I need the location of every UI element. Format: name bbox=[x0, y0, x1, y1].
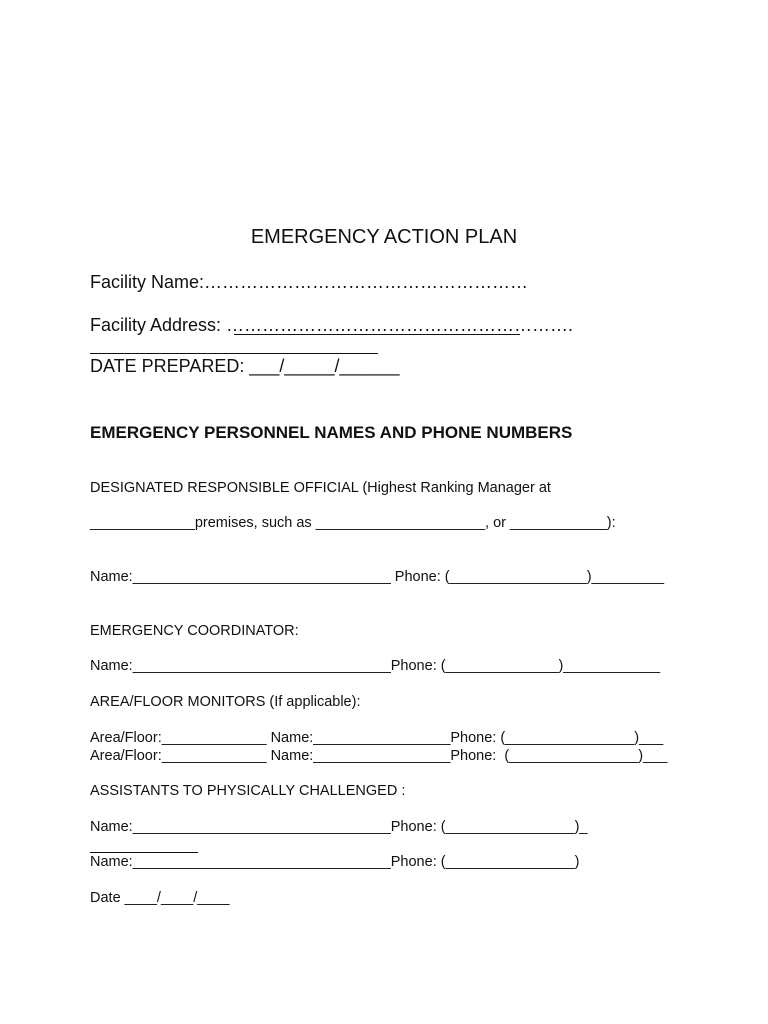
designated-official-label: DESIGNATED RESPONSIBLE OFFICIAL (Highest Ranking Manager at bbox=[90, 480, 551, 496]
facility-address-second-line bbox=[90, 353, 378, 354]
assistant-name-phone: Name:________________________________Phone: (________________) bbox=[90, 854, 580, 870]
area-floor-monitor-row: Area/Floor:_____________ Name:_________________Phone: (________________)___ bbox=[90, 730, 664, 746]
date-field: Date ____/____/____ bbox=[90, 890, 230, 906]
document-title: EMERGENCY ACTION PLAN bbox=[250, 226, 518, 248]
designated-official-examples: _____________premises, such as _____________________, or ____________): bbox=[90, 515, 616, 531]
date-prepared-field: DATE PREPARED: ___/_____/______ bbox=[90, 356, 400, 376]
personnel-section-heading: EMERGENCY PERSONNEL NAMES AND PHONE NUMBERS bbox=[90, 423, 573, 442]
emergency-coordinator-name-phone: Name:________________________________Phone: (______________)____________ bbox=[90, 658, 661, 674]
area-floor-monitors-label: AREA/FLOOR MONITORS (If applicable): bbox=[90, 694, 361, 710]
emergency-coordinator-label: EMERGENCY COORDINATOR: bbox=[90, 623, 299, 639]
facility-address-underline bbox=[234, 334, 520, 335]
assistants-label: ASSISTANTS TO PHYSICALLY CHALLENGED : bbox=[90, 783, 406, 799]
assistant-extra-line bbox=[90, 852, 198, 853]
area-floor-monitor-row: Area/Floor:_____________ Name:_________________Phone: (________________)___ bbox=[90, 748, 668, 764]
facility-address-field: Facility Address: …………………………………………………. bbox=[90, 315, 574, 335]
facility-name-field: Facility Name:……………………………………………… bbox=[90, 272, 529, 292]
designated-official-name-phone: Name:________________________________ Phone: (_________________)_________ bbox=[90, 569, 665, 585]
assistant-name-phone: Name:________________________________Phone: (________________)_ bbox=[90, 819, 588, 835]
